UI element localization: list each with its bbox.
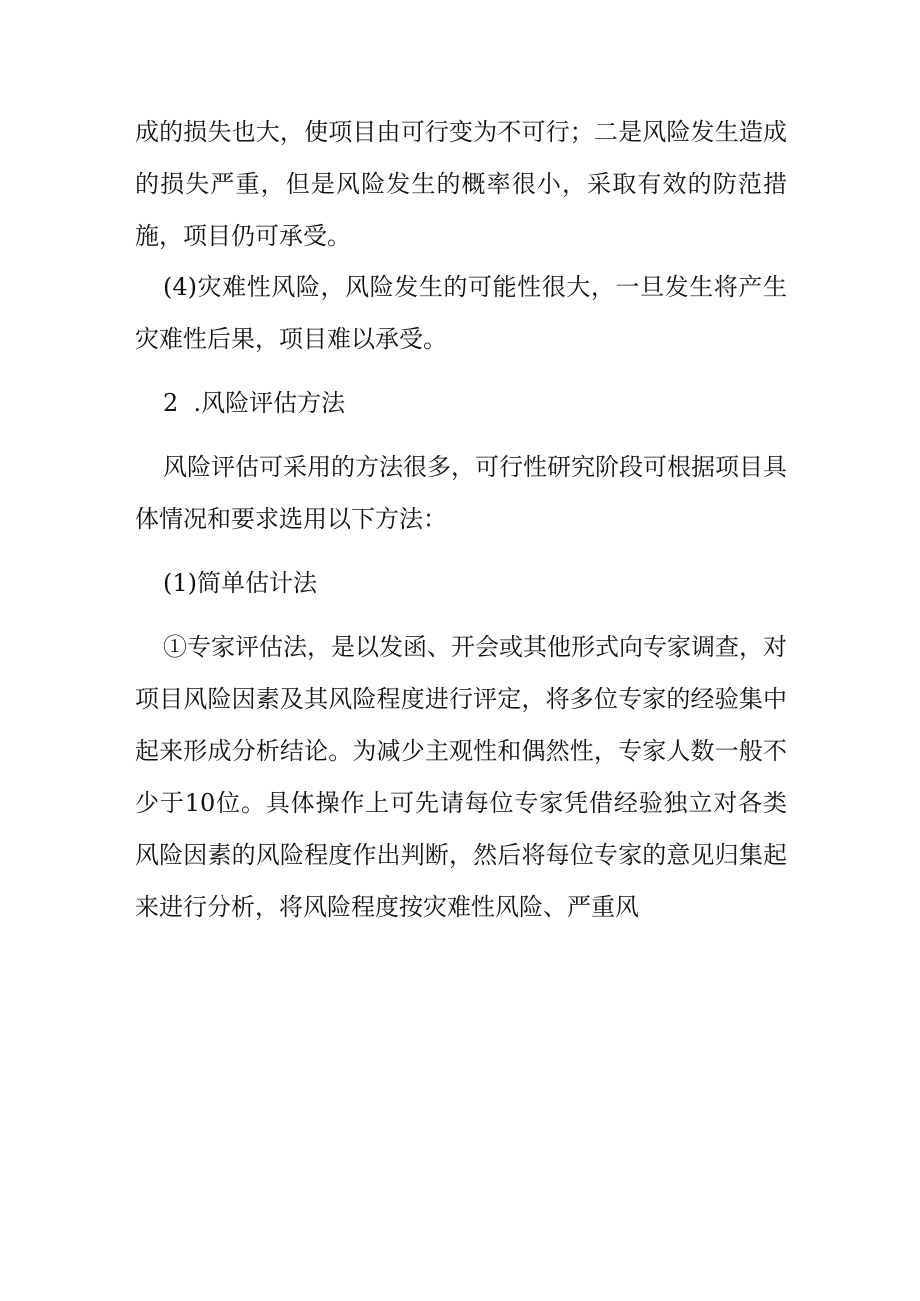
paragraph-continuation: 成的损失也大，使项目由可行变为不可行；二是风险发生造成的损失严重，但是风险发生的概率很小，采取有效的防范措施，项目仍可承受。: [135, 118, 787, 250]
paragraph-catastrophic-risk: (4)灾难性风险，风险发生的可能性很大，一旦发生将产生灾难性后果，项目难以承受。: [135, 273, 787, 353]
subheading-simple-estimation: (1)简单估计法: [163, 569, 317, 597]
section-heading-risk-assessment-methods: 2 .风险评估方法: [163, 389, 346, 417]
paragraph-expert-evaluation: ①专家评估法，是以发函、开会或其他形式向专家调查，对项目风险因素及其风险程度进行评定，将多位专家的经验集中起来形成分析结论。为减少主观性和偶然性，专家人数一般不少于10位。具体操作上可先请每位专家凭借经验独立对各类风险因素的风险程度作出判断，然后将每位专家的意见归集起来进行分析，将风险程度按灾难性风险、严重风: [135, 633, 787, 921]
paragraph-methods-intro: 风险评估可采用的方法很多，可行性研究阶段可根据项目具体情况和要求选用以下方法：: [135, 453, 787, 533]
